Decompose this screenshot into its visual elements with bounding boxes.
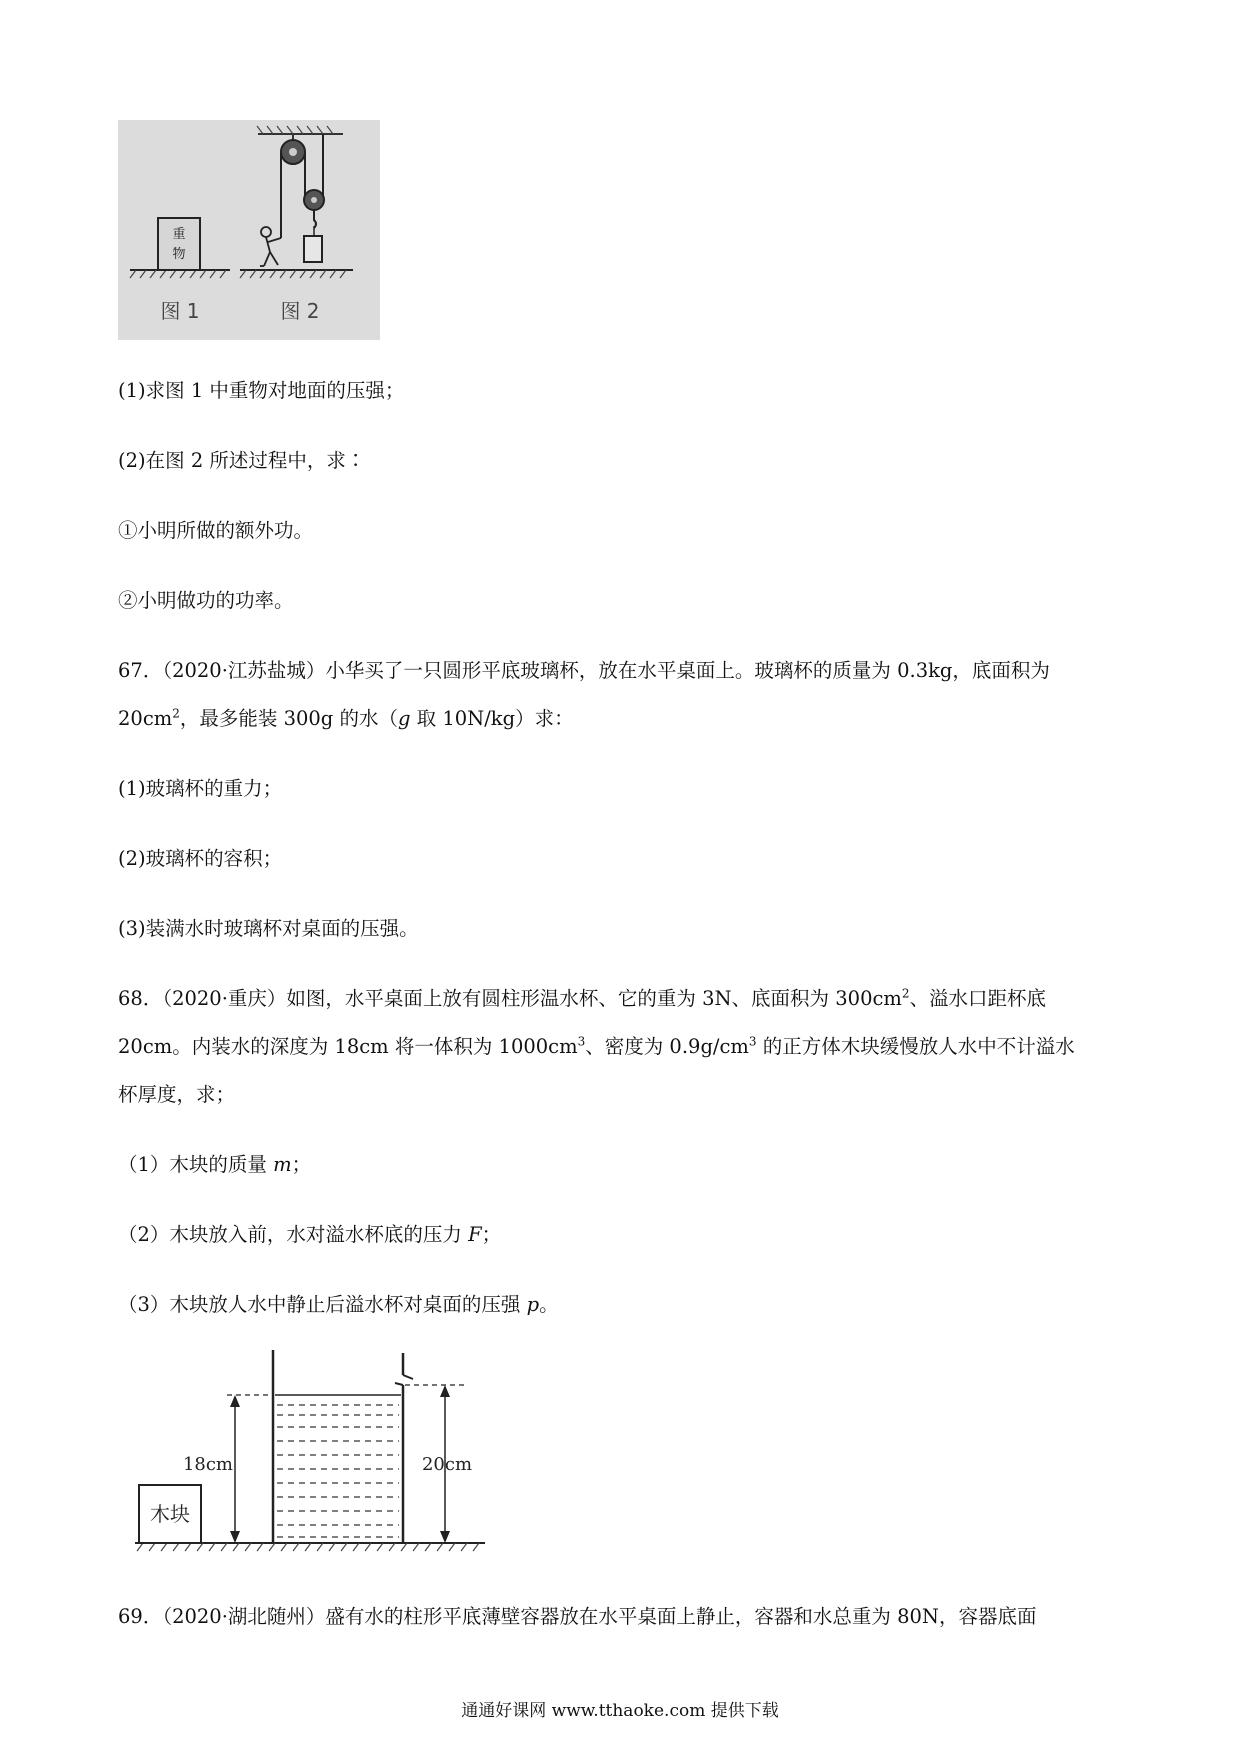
q68-m-variable: m	[273, 1153, 292, 1176]
page-footer: 通通好课网 www.tthaoke.com 提供下载	[461, 1701, 779, 1721]
q68-sub2	[118, 1222, 501, 1248]
q68-line3: 杯厚度，求；	[118, 1083, 236, 1106]
q67-sub2: (2)玻璃杯的容积；	[118, 847, 283, 870]
q67-line1: 67．（2020·江苏盐城）小华买了一只圆形平底玻璃杯，放在水平桌面上。玻璃杯的质量为 0.3kg，底面积为	[118, 659, 1050, 682]
height-label: 20cm	[421, 1454, 473, 1475]
q67-g-variable: g	[397, 707, 411, 730]
q68-sub1	[118, 1152, 311, 1178]
q68-f-variable: F	[468, 1223, 482, 1246]
q66-sub2a: ①小明所做的额外功。	[118, 519, 314, 542]
q68-sub3-tail: 。	[539, 1293, 559, 1316]
q68-density-exponent: 3	[748, 1034, 757, 1049]
q67-area-exponent: 2	[172, 706, 180, 721]
person-icon	[260, 227, 281, 266]
q68-line1-tail: 、溢水口距杯底	[909, 987, 1047, 1010]
q68-sub2-tail: ；	[481, 1223, 502, 1246]
q68-sub2-text: （2）木块放入前，水对溢水杯底的压力	[118, 1223, 469, 1246]
q68-sub3	[118, 1292, 559, 1318]
q66-sub2b: ②小明做功的功率。	[118, 589, 294, 612]
q67-area: 20cm	[118, 707, 173, 730]
overflow-cup-figure	[135, 1345, 495, 1560]
overflow-cup-drawing	[135, 1345, 495, 1560]
q67-line2	[118, 706, 574, 732]
q67-sub3: (3)装满水时玻璃杯对桌面的压强。	[118, 917, 419, 940]
box-label-top: 重	[172, 227, 186, 242]
q68-sub3-text: （3）木块放人水中静止后溢水杯对桌面的压强	[118, 1293, 527, 1316]
q68-density-text: 、密度为 0.9g/cm	[585, 1035, 749, 1058]
q68-line2	[118, 1034, 1075, 1060]
depth-label: 18cm	[182, 1454, 233, 1475]
q68-area-exponent: 2	[901, 986, 910, 1001]
q67-sub1: (1)玻璃杯的重力；	[118, 777, 283, 800]
q66-sub2: (2)在图 2 所述过程中，求∶	[118, 449, 366, 472]
hanging-load	[304, 236, 322, 262]
q68-line2-text: 20cm。内装水的深度为 18cm 将一体积为 1000cm	[118, 1035, 578, 1058]
q68-sub1-text: （1）木块的质量	[118, 1153, 274, 1176]
q66-sub1: (1)求图 1 中重物对地面的压强；	[118, 379, 405, 402]
q68-line1-text: 68．（2020·重庆）如图，水平桌面上放有圆柱形温水杯、它的重为 3N、底面积为 300cm	[118, 987, 902, 1010]
figure-2-label: 图 2	[280, 299, 320, 323]
q69-line1: 69．（2020·湖北随州）盛有水的柱形平底薄壁容器放在水平桌面上静止，容器和水总重为 80N，容器底面	[118, 1605, 1037, 1628]
q68-line1	[118, 986, 1046, 1012]
q68-volume-exponent: 3	[577, 1034, 586, 1049]
q68-p-variable: p	[526, 1293, 540, 1316]
figure-1-label: 图 1	[160, 299, 200, 323]
q67-line2-text: ，最多能装 300g 的水（	[179, 707, 398, 730]
box-label-bottom: 物	[172, 247, 186, 262]
heavy-object-box	[158, 218, 200, 270]
pulley-figure-drawing	[118, 120, 380, 340]
q68-sub1-tail: ；	[291, 1153, 312, 1176]
pulley-figure	[118, 120, 380, 340]
wooden-block-label: 木块	[150, 1502, 190, 1526]
q67-line2-tail: 取 10N/kg）求：	[410, 707, 574, 730]
q68-line2-tail: 的正方体木块缓慢放人水中不计溢水	[756, 1035, 1075, 1058]
